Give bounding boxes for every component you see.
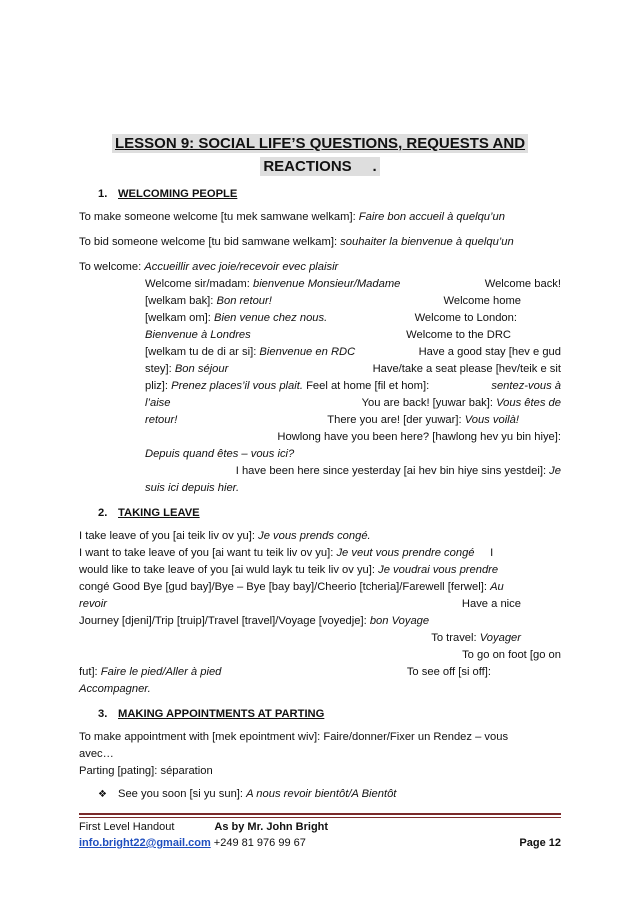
- diamond-bullet-icon: ❖: [98, 789, 107, 800]
- lesson-title-line1: : SOCIAL LIFE’S QUESTIONS, REQUESTS AND: [189, 135, 526, 152]
- expression-line: [welkam tu de di ar si]: Bienvenue en RDC Have a good stay [hev e gud: [145, 346, 561, 358]
- footer-handout: First Level Handout: [79, 821, 175, 833]
- expression-line: Bienvenue à Londres Welcome to the DRC: [145, 329, 511, 341]
- expression-line: [welkam bak]: Bon retour! Welcome home: [145, 295, 521, 307]
- lesson-title: LESSON 9: SOCIAL LIFE’S QUESTIONS, REQUESTS AND REACTIONS .: [80, 132, 560, 178]
- expression-line: I have been here since yesterday [ai hev bin hiye sins yestdei]: Je: [235, 465, 561, 477]
- footer-author: As by Mr. John Bright: [214, 821, 329, 833]
- expression-line: stey]: Bon séjour Have/take a seat please [hev/teik e sit: [145, 363, 561, 375]
- expression-line: pliz]: Prenez places’il vous plait. Feel at home [fil et hom]: sentez-vous à: [145, 380, 561, 392]
- paragraph: To welcome: Accueillir avec joie/recevoir evec plaisir: [79, 261, 339, 273]
- expression-line: suis ici depuis hier.: [145, 482, 240, 494]
- lesson-number: LESSON 9: [114, 135, 190, 152]
- footer-email-link[interactable]: info.bright22@gmail.com: [79, 837, 211, 849]
- section-heading-taking-leave: 2. TAKING LEAVE: [98, 507, 200, 519]
- section-heading-welcoming: 1. WELCOMING PEOPLE: [98, 188, 238, 200]
- lesson-content: [79, 186, 561, 803]
- expression-line: retour! There you are! [der yuwar]: Vous voilà!: [145, 414, 519, 426]
- footer-rule: [79, 813, 561, 815]
- taking-leave-text: I take leave of you [ai teik liv ov yu]: Je vous prends congé. I want to take leave of you [ai want tu teik liv ov yu]: Je veut vous prendre congé I would like to take leave of you [ai wuld layk tu teik liv ov yu]: Je voudrai vous prendre congé Good Bye [gud bay]/Bye – Bye [bay bay]/Cheerio [tcheria]/Farewell [ferwel]: Au revoir Have a nice Journey [djeni]/Trip [truip]/Travel [travel]/Voyage [voyedje]: bon Voyage To travel: Voyager To go on foot [go on fut]: Faire le pied/Aller à pied To see off [si off]: Accompagner.: [79, 530, 561, 695]
- paragraph: To bid someone welcome [tu bid samwane welkam]: souhaiter la bienvenue à quelqu’un: [79, 236, 514, 248]
- footer-phone: +249 81 976 99 67: [210, 837, 306, 849]
- expression-line: [welkam om]: Bien venue chez nous. Welcome to London:: [145, 312, 517, 324]
- footer-rule-thin: [79, 817, 561, 818]
- section-heading-appointments: 3. MAKING APPOINTMENTS AT PARTING: [98, 708, 325, 720]
- bullet-item: ❖ See you soon [si yu sun]: A nous revoir bientôt/A Bientôt: [98, 786, 561, 803]
- page-footer: [79, 819, 561, 851]
- page-number: Page 12: [519, 837, 561, 849]
- expression-line: Welcome sir/madam: bienvenue Monsieur/Madame Welcome back!: [145, 278, 561, 290]
- welcome-expressions: [145, 276, 561, 497]
- expression-line: Depuis quand êtes – vous ici?: [145, 448, 295, 460]
- expression-line: l’aise You are back! [yuwar bak]: Vous êtes de: [145, 397, 561, 409]
- paragraph: To make someone welcome [tu mek samwane welkam]: Faire bon accueil à quelqu’un: [79, 211, 505, 223]
- expression-line: Howlong have you been here? [hawlong hev yu bin hiye]:: [277, 431, 561, 443]
- appointments-text: To make appointment with [mek epointment wiv]: Faire/donner/Fixer un Rendez – vous avec… Parting [pating]: séparation: [79, 731, 509, 777]
- lesson-title-line2: REACTIONS: [263, 158, 352, 175]
